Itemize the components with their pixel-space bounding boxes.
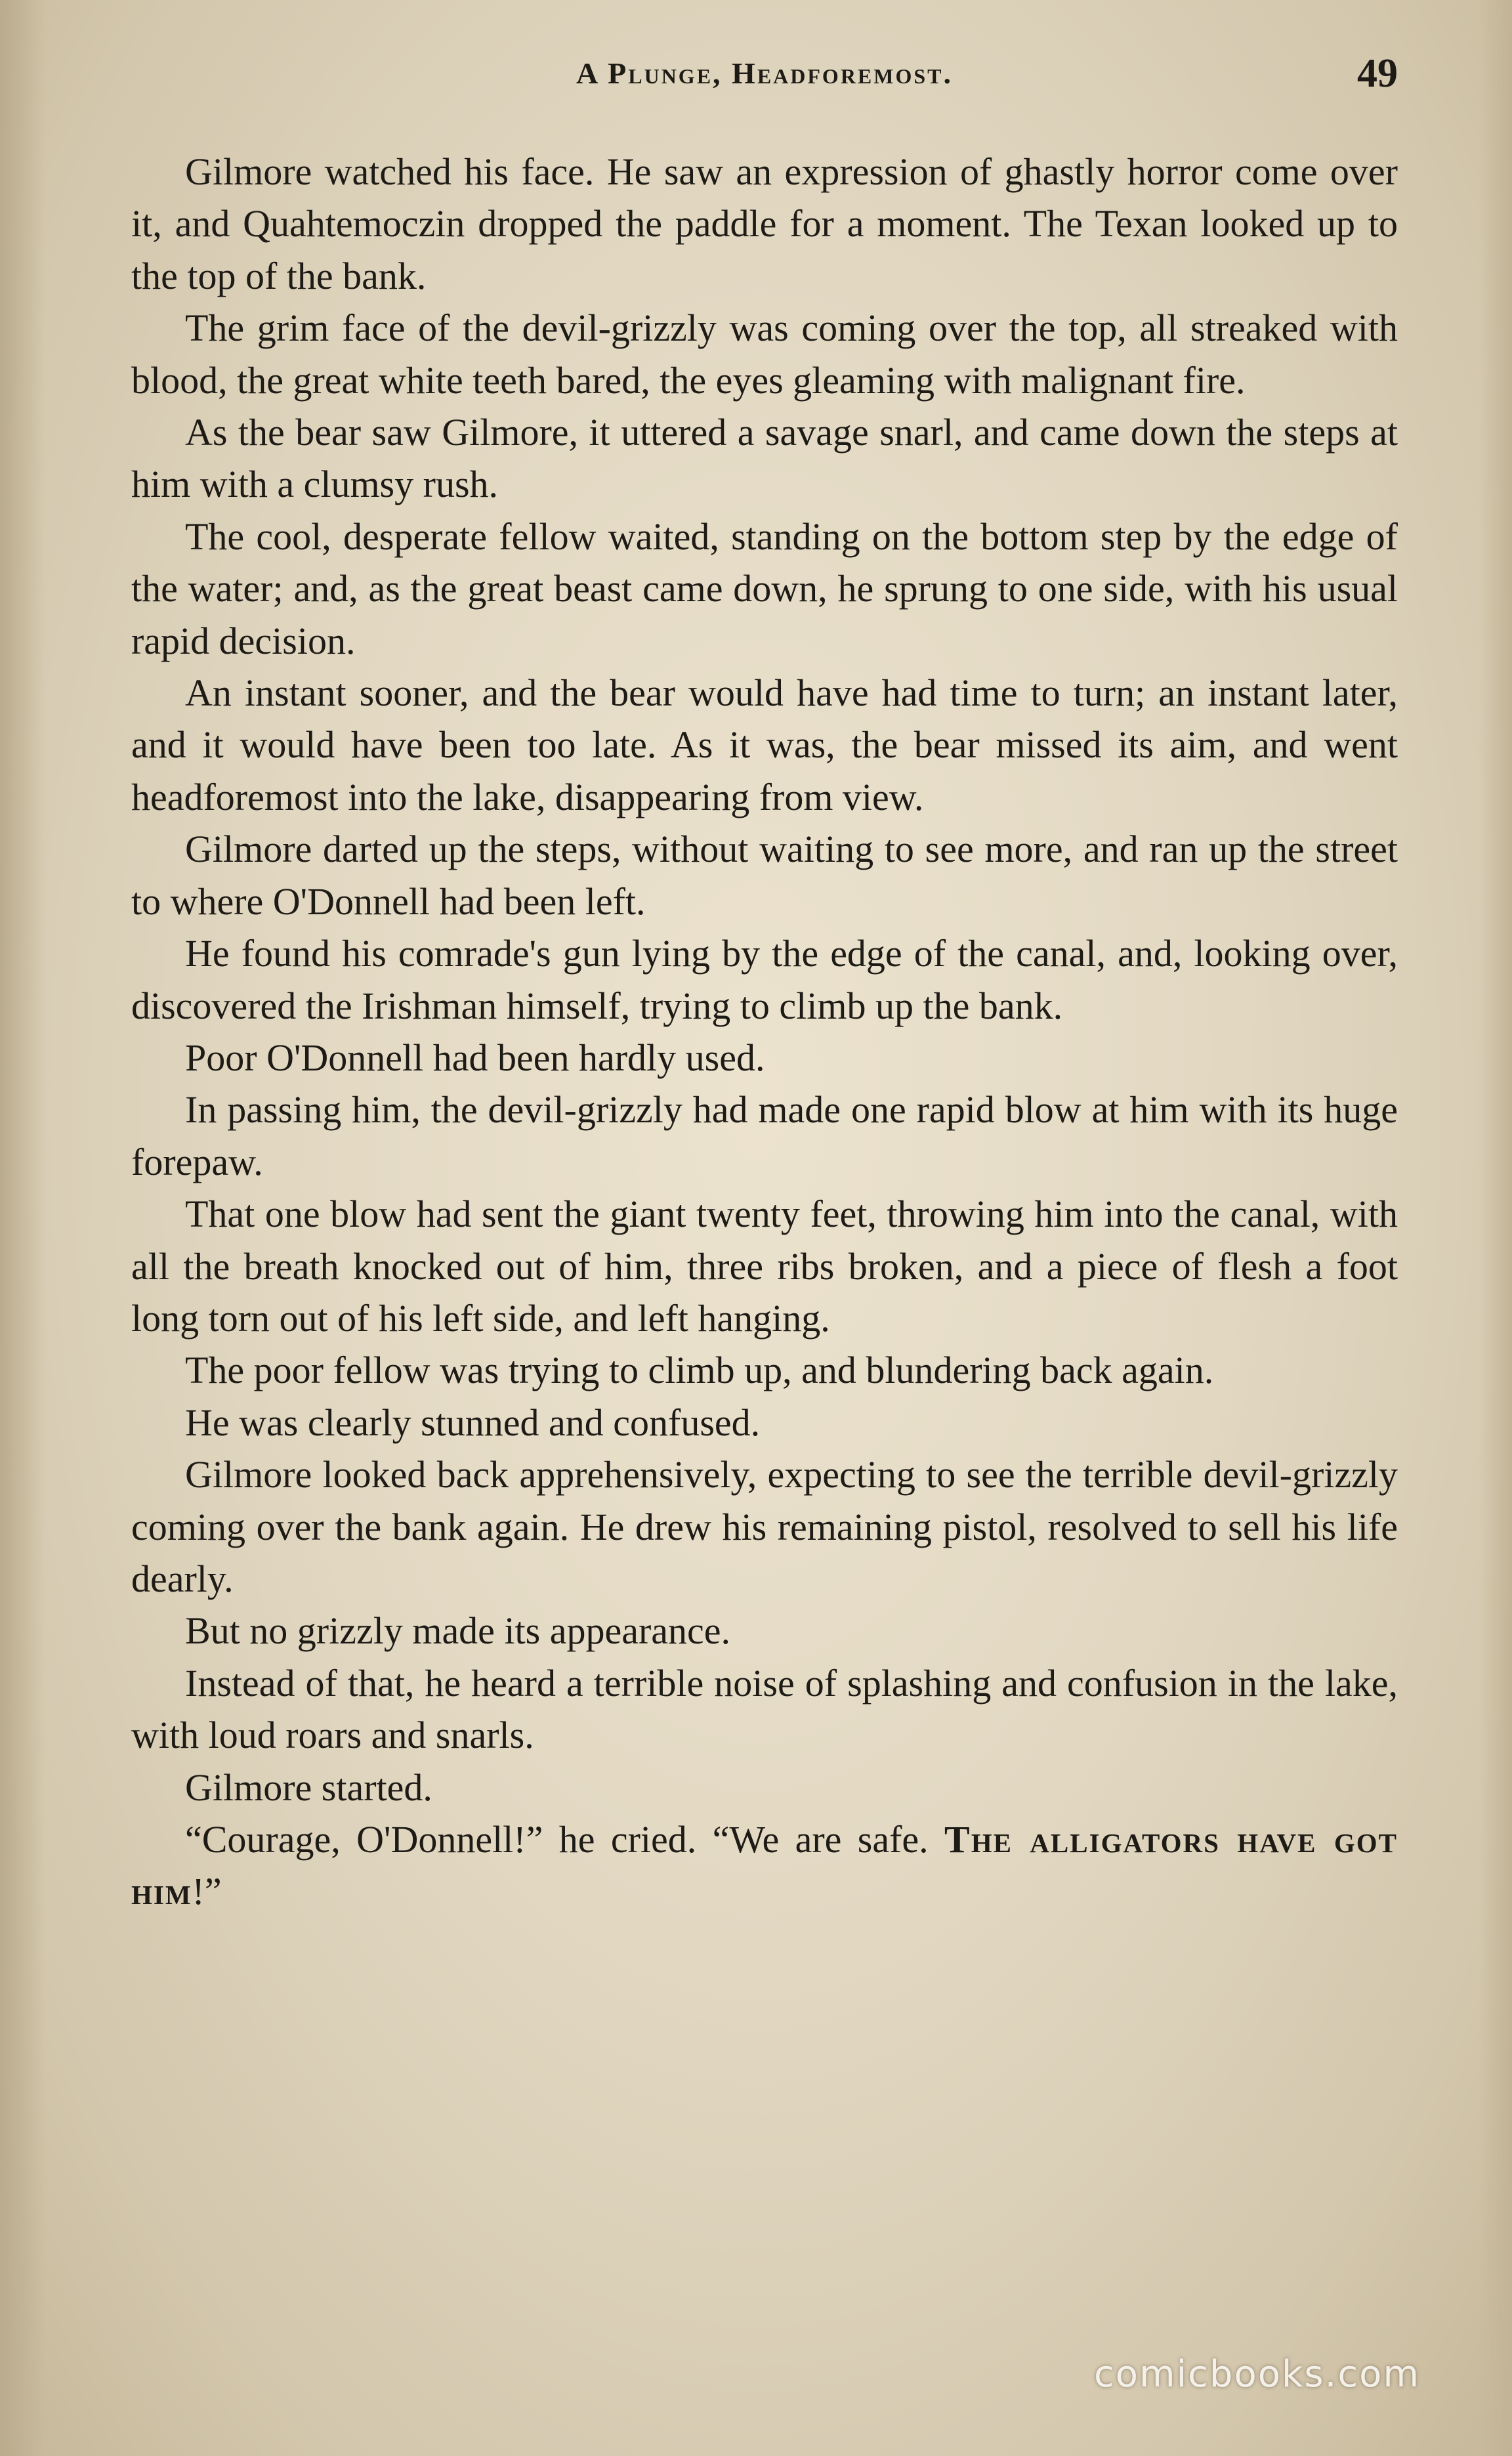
watermark: comicbooks.com [1093, 2353, 1420, 2396]
paragraph: Instead of that, he heard a terrible noise of splashing and confusion in the lake, with loud roars and snarls. [131, 1661, 1398, 1757]
page-edge-shadow-left [0, 0, 46, 2456]
page-number: 49 [1357, 51, 1398, 96]
final-paragraph [131, 1813, 1398, 1918]
paragraph: Gilmore started. [185, 1766, 432, 1809]
paragraph: But no grizzly made its appearance. [185, 1609, 731, 1653]
paragraph: The grim face of the devil-grizzly was coming over the top, all streaked with blood, the great white teeth bared, the eyes gleaming with malignant fire. [131, 307, 1398, 402]
body-text [131, 146, 1398, 2325]
paragraph: He was clearly stunned and confused. [185, 1401, 761, 1444]
paragraph: Poor O'Donnell had been hardly used. [185, 1036, 765, 1079]
paragraph: Gilmore darted up the steps, without waiting to see more, and ran up the street to where O'Donnell had been left. [131, 828, 1398, 923]
paragraph: Gilmore watched his face. He saw an expression of ghastly horror come over it, and Quahtemoczin dropped the paddle for a moment. The Texan looked up to the top of the bank. [131, 150, 1398, 297]
final-paragraph-lead: “Courage, O'Donnell!” he cried. “We are safe. [185, 1818, 945, 1861]
paragraph: The poor fellow was trying to climb up, and blundering back again. [185, 1349, 1214, 1392]
running-title: A Plunge, Headforemost. [576, 56, 954, 90]
paragraph: The cool, desperate fellow waited, standing on the bottom step by the edge of the water; and, as the great beast came down, he sprung to one side, with his usual rapid decision. [131, 515, 1398, 662]
running-head [131, 47, 1398, 100]
paragraph: Gilmore looked back apprehensively, expecting to see the terrible devil-grizzly coming over the bank again. He drew his remaining pistol, resolved to sell his life dearly. [131, 1453, 1398, 1600]
paragraph: In passing him, the devil-grizzly had made one rapid blow at him with its huge forepaw. [131, 1088, 1398, 1183]
page-edge-shadow-right [1479, 0, 1512, 2456]
paragraph: An instant sooner, and the bear would have had time to turn; an instant later, and it would have been too late. As it was, the bear missed its aim, and went headforemost into the lake, disappearing from view. [131, 671, 1398, 818]
paragraph: That one blow had sent the giant twenty feet, throwing him into the canal, with all the breath knocked out of him, three ribs broken, and a piece of flesh a foot long torn out of his left side, and left hanging. [131, 1193, 1398, 1340]
paragraph: He found his comrade's gun lying by the edge of the canal, and, looking over, discovered the Irishman himself, trying to climb up the bank. [131, 932, 1398, 1027]
paragraph: As the bear saw Gilmore, it uttered a savage snarl, and came down the steps at him with a clumsy rush. [131, 411, 1398, 506]
final-paragraph-small-caps: The alligators have got him [131, 1818, 1398, 1913]
final-paragraph-end: !” [192, 1870, 222, 1913]
